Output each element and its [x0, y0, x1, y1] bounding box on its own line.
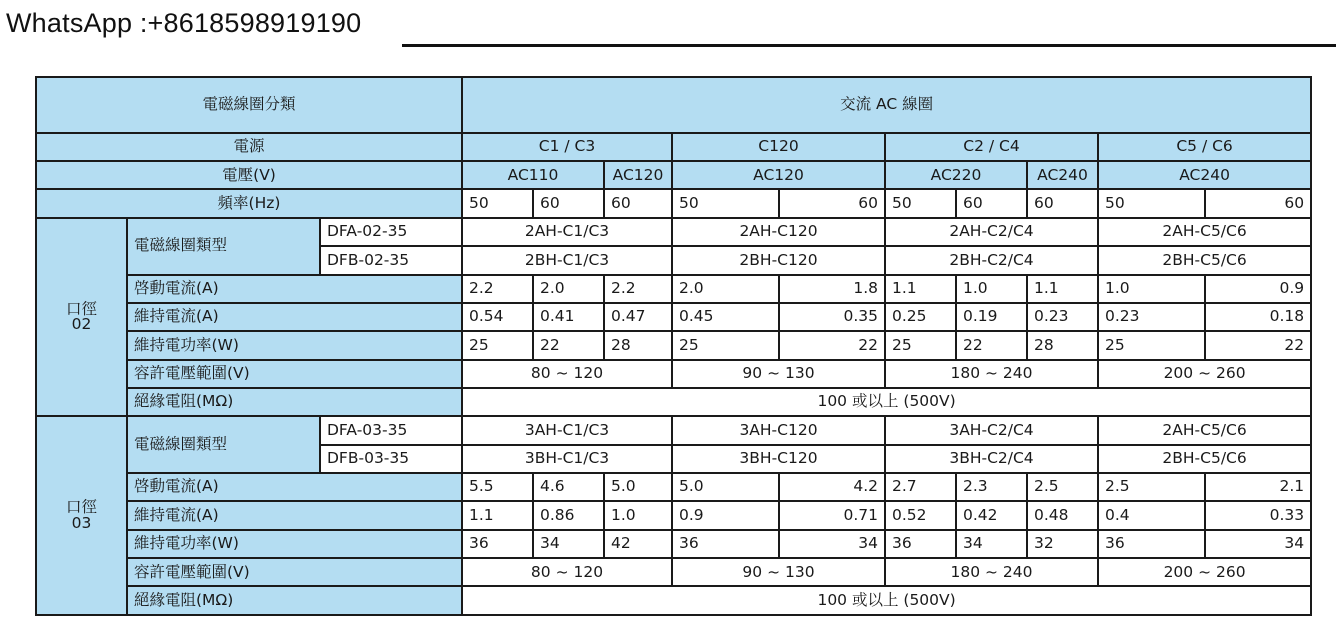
start-current-cell: 2.2: [604, 275, 672, 303]
start-current-cell: 2.0: [672, 275, 779, 303]
power-label: 電源: [36, 133, 462, 161]
start-current-cell: 2.5: [1098, 473, 1205, 501]
bore-02-label: 口徑 02: [36, 218, 127, 417]
allowed-voltage-cell: 80 ~ 120: [462, 360, 672, 388]
allowed-voltage-cell: 180 ~ 240: [885, 360, 1098, 388]
frequency-cell: 50: [462, 189, 533, 217]
model-dfa-03: DFA-03-35: [320, 416, 462, 444]
hold-current-cell: 0.23: [1098, 303, 1205, 331]
section-03-type-a-row: [36, 416, 1311, 444]
allowed-voltage-cell: 200 ~ 260: [1098, 360, 1311, 388]
hold-current-cell: 0.41: [533, 303, 604, 331]
model-dfa-02: DFA-02-35: [320, 218, 462, 246]
coil-class-label: 電磁線圈分類: [36, 77, 462, 133]
hold-current-cell: 0.52: [885, 501, 956, 529]
start-current-label: 啓動電流(A): [127, 275, 462, 303]
allowed-voltage-cell: 90 ~ 130: [672, 558, 885, 586]
voltage-cell: AC120: [672, 161, 885, 189]
hold-power-cell: 22: [533, 331, 604, 359]
header-underline: [402, 44, 1336, 47]
hold-current-cell: 0.33: [1205, 501, 1311, 529]
allowed-voltage-cell: 90 ~ 130: [672, 360, 885, 388]
hold-current-cell: 0.48: [1027, 501, 1098, 529]
hold-current-cell: 0.86: [533, 501, 604, 529]
start-current-cell: 1.8: [779, 275, 885, 303]
start-current-cell: 1.1: [885, 275, 956, 303]
type-a-cell: 3AH-C2/C4: [885, 416, 1098, 444]
hold-power-cell: 25: [885, 331, 956, 359]
type-a-cell: 2AH-C120: [672, 218, 885, 246]
power-c5c6: C5 / C6: [1098, 133, 1311, 161]
section-02-allowed-voltage-row: [36, 360, 1311, 388]
hold-current-cell: 0.54: [462, 303, 533, 331]
insulation-label: 絕緣電阻(MΩ): [127, 388, 462, 416]
frequency-cell: 60: [779, 189, 885, 217]
type-b-cell: 2BH-C1/C3: [462, 246, 672, 274]
coil-spec-table: [35, 76, 1312, 616]
bore-03-label: 口徑 03: [36, 416, 127, 615]
type-b-cell: 2BH-C2/C4: [885, 246, 1098, 274]
start-current-cell: 0.9: [1205, 275, 1311, 303]
hold-current-label: 維持電流(A): [127, 303, 462, 331]
hold-current-cell: 0.25: [885, 303, 956, 331]
start-current-cell: 5.0: [672, 473, 779, 501]
start-current-cell: 1.1: [1027, 275, 1098, 303]
hold-power-cell: 22: [779, 331, 885, 359]
hold-current-cell: 1.1: [462, 501, 533, 529]
ac-coil-label: 交流 AC 線圈: [462, 77, 1311, 133]
power-c120: C120: [672, 133, 885, 161]
section-03-start-current-row: [36, 473, 1311, 501]
section-02-hold-current-row: [36, 303, 1311, 331]
hold-current-cell: 0.9: [672, 501, 779, 529]
type-b-cell: 2BH-C5/C6: [1098, 246, 1311, 274]
hold-current-cell: 0.4: [1098, 501, 1205, 529]
coil-type-label: 電磁線圈類型: [127, 416, 320, 473]
allowed-voltage-cell: 200 ~ 260: [1098, 558, 1311, 586]
frequency-cell: 60: [1027, 189, 1098, 217]
hold-current-label: 維持電流(A): [127, 501, 462, 529]
start-current-cell: 2.0: [533, 275, 604, 303]
voltage-row: [36, 161, 1311, 189]
frequency-cell: 60: [533, 189, 604, 217]
allowed-voltage-cell: 180 ~ 240: [885, 558, 1098, 586]
voltage-cell: AC110: [462, 161, 604, 189]
hold-power-cell: 36: [1098, 530, 1205, 558]
insulation-value: 100 或以上 (500V): [462, 388, 1311, 416]
type-b-cell: 3BH-C2/C4: [885, 445, 1098, 473]
type-a-cell: 2AH-C5/C6: [1098, 218, 1311, 246]
section-02-insulation-row: [36, 388, 1311, 416]
voltage-cell: AC240: [1098, 161, 1311, 189]
start-current-cell: 5.0: [604, 473, 672, 501]
insulation-label: 絕緣電阻(MΩ): [127, 586, 462, 615]
model-dfb-03: DFB-03-35: [320, 445, 462, 473]
hold-power-label: 維持電功率(W): [127, 331, 462, 359]
hold-current-cell: 0.45: [672, 303, 779, 331]
voltage-cell: AC220: [885, 161, 1027, 189]
type-a-cell: 2AH-C2/C4: [885, 218, 1098, 246]
start-current-cell: 1.0: [1098, 275, 1205, 303]
hold-power-cell: 25: [1098, 331, 1205, 359]
type-a-cell: 2AH-C5/C6: [1098, 416, 1311, 444]
insulation-value: 100 或以上 (500V): [462, 586, 1311, 615]
type-a-cell: 3AH-C1/C3: [462, 416, 672, 444]
start-current-cell: 2.1: [1205, 473, 1311, 501]
section-03-insulation-row: [36, 586, 1311, 615]
hold-current-cell: 0.71: [779, 501, 885, 529]
allowed-voltage-label: 容許電壓範圍(V): [127, 360, 462, 388]
hold-power-cell: 28: [1027, 331, 1098, 359]
hold-power-cell: 32: [1027, 530, 1098, 558]
start-current-cell: 2.5: [1027, 473, 1098, 501]
hold-power-label: 維持電功率(W): [127, 530, 462, 558]
allowed-voltage-label: 容許電壓範圍(V): [127, 558, 462, 586]
hold-power-cell: 25: [672, 331, 779, 359]
frequency-cell: 60: [1205, 189, 1311, 217]
type-b-cell: 3BH-C1/C3: [462, 445, 672, 473]
voltage-cell: AC240: [1027, 161, 1098, 189]
hold-power-cell: 22: [956, 331, 1027, 359]
start-current-cell: 1.0: [956, 275, 1027, 303]
type-b-cell: 3BH-C120: [672, 445, 885, 473]
section-02-hold-power-row: [36, 331, 1311, 359]
start-current-label: 啓動電流(A): [127, 473, 462, 501]
hold-power-cell: 36: [672, 530, 779, 558]
hold-power-cell: 34: [533, 530, 604, 558]
hold-current-cell: 0.42: [956, 501, 1027, 529]
frequency-row: [36, 189, 1311, 217]
frequency-cell: 60: [604, 189, 672, 217]
type-a-cell: 3AH-C120: [672, 416, 885, 444]
section-03-hold-current-row: [36, 501, 1311, 529]
hold-power-cell: 34: [779, 530, 885, 558]
power-row: [36, 133, 1311, 161]
frequency-cell: 60: [956, 189, 1027, 217]
hold-power-cell: 25: [462, 331, 533, 359]
coil-type-label: 電磁線圈類型: [127, 218, 320, 275]
start-current-cell: 2.7: [885, 473, 956, 501]
hold-power-cell: 34: [956, 530, 1027, 558]
hold-current-cell: 0.19: [956, 303, 1027, 331]
section-03-allowed-voltage-row: [36, 558, 1311, 586]
frequency-label: 頻率(Hz): [36, 189, 462, 217]
type-a-cell: 2AH-C1/C3: [462, 218, 672, 246]
section-03-hold-power-row: [36, 530, 1311, 558]
power-c1c3: C1 / C3: [462, 133, 672, 161]
hold-power-cell: 22: [1205, 331, 1311, 359]
classification-row: [36, 77, 1311, 133]
hold-current-cell: 1.0: [604, 501, 672, 529]
start-current-cell: 4.6: [533, 473, 604, 501]
power-c2c4: C2 / C4: [885, 133, 1098, 161]
hold-current-cell: 0.23: [1027, 303, 1098, 331]
allowed-voltage-cell: 80 ~ 120: [462, 558, 672, 586]
hold-current-cell: 0.47: [604, 303, 672, 331]
hold-power-cell: 36: [462, 530, 533, 558]
type-b-cell: 2BH-C120: [672, 246, 885, 274]
hold-power-cell: 28: [604, 331, 672, 359]
start-current-cell: 4.2: [779, 473, 885, 501]
whatsapp-contact: WhatsApp :+8618598919190: [6, 8, 362, 38]
frequency-cell: 50: [672, 189, 779, 217]
start-current-cell: 2.3: [956, 473, 1027, 501]
type-b-cell: 2BH-C5/C6: [1098, 445, 1311, 473]
start-current-cell: 5.5: [462, 473, 533, 501]
hold-power-cell: 42: [604, 530, 672, 558]
voltage-cell: AC120: [604, 161, 672, 189]
hold-current-cell: 0.35: [779, 303, 885, 331]
section-02-type-a-row: [36, 218, 1311, 246]
section-02-start-current-row: [36, 275, 1311, 303]
frequency-cell: 50: [885, 189, 956, 217]
start-current-cell: 2.2: [462, 275, 533, 303]
model-dfb-02: DFB-02-35: [320, 246, 462, 274]
voltage-label: 電壓(V): [36, 161, 462, 189]
hold-current-cell: 0.18: [1205, 303, 1311, 331]
frequency-cell: 50: [1098, 189, 1205, 217]
hold-power-cell: 34: [1205, 530, 1311, 558]
hold-power-cell: 36: [885, 530, 956, 558]
